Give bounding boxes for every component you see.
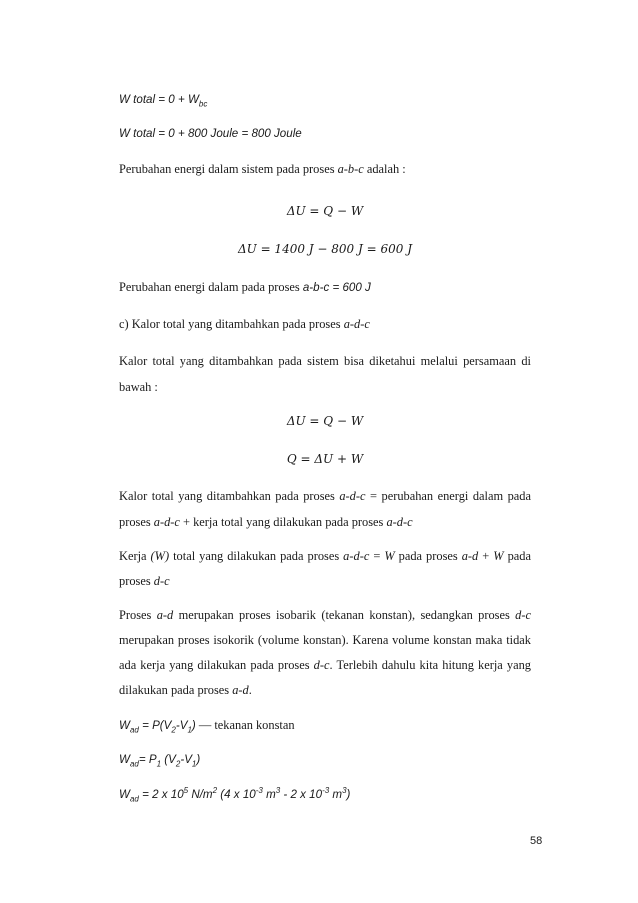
- paragraph-work-line-1: Kerja (W) total yang dilakukan pada proses a-d-c = W pada proses a-d + W pada: [119, 549, 531, 563]
- paragraph-heat-line-2: bawah :: [119, 380, 158, 394]
- paragraph-process-line-1: Proses a-d merupakan proses isobarik (tekanan konstan), sedangkan proses d-c: [119, 608, 531, 622]
- equation-delta-u-2: ΔU = Q − W: [286, 414, 364, 428]
- equation-delta-u-1: ΔU = Q − W: [286, 204, 364, 218]
- equation-q: Q = ΔU + W: [286, 452, 364, 466]
- page-number: 58: [530, 835, 543, 847]
- work-ad-formula-3: $W_{ad} = 2$ x $10^5$ $N/m^2$ (4 x $10^{-3}$ $m^3 - 2$ x $10^{-3}$ $m^3$): [119, 786, 351, 804]
- paragraph-total-heat-line-2: proses a-d-c + kerja total yang dilakukan pada proses a-d-c: [119, 515, 413, 529]
- equation-delta-u-values: ΔU = 1400 J − 800 J = 600 J: [237, 242, 413, 256]
- w-total-line-2: W total = 0 + 800 Joule = 800 Joule: [119, 127, 302, 140]
- paragraph-process-line-4: dilakukan pada proses a-d.: [119, 683, 252, 697]
- paragraph-work-line-2: proses d-c: [119, 574, 170, 588]
- energy-change-result: Perubahan energi dalam pada proses a-b-c = 600 J: [119, 280, 371, 294]
- w-total-line-1: W total = $0 + W_{bc}$: [119, 93, 208, 109]
- work-ad-formula-1: $W_{ad} = P(V_2-V_1)$ — tekanan konstan: [119, 718, 295, 735]
- paragraph-process-line-3: ada kerja yang dilakukan pada proses d-c. Terlebih dahulu kita hitung kerja yang: [119, 658, 531, 672]
- work-ad-formula-2: $W_{ad}= P_1$ $(V_2-V_1)$: [119, 753, 201, 769]
- paragraph-heat-line-1: Kalor total yang ditambahkan pada sistem bisa diketahui melalui persamaan di: [119, 354, 531, 368]
- paragraph-process-line-2: merupakan proses isokorik (volume konstan). Karena volume konstan maka tidak: [119, 633, 531, 647]
- energy-change-intro: Perubahan energi dalam sistem pada proses a-b-c adalah :: [119, 162, 406, 176]
- paragraph-total-heat-line-1: Kalor total yang ditambahkan pada proses a-d-c = perubahan energi dalam pada: [119, 489, 531, 503]
- section-c-heading: c) Kalor total yang ditambahkan pada proses a-d-c: [119, 317, 370, 331]
